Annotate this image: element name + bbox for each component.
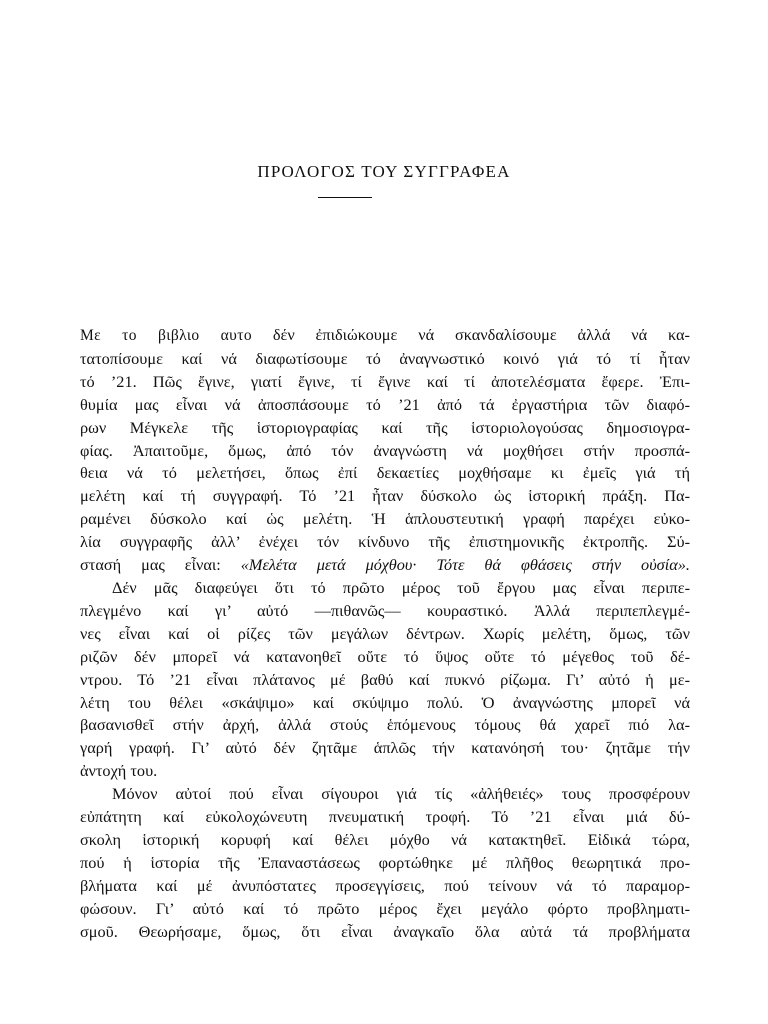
title-rule <box>318 197 372 198</box>
text-line: Δέν μᾶς διαφεύγει ὅτι τό πρῶτο μέρος τοῦ ἔργου μας εἶναι περιπε- <box>112 577 690 597</box>
lead-words: Με το βιβλιο αυτο <box>80 327 252 344</box>
text-line: νες εἶναι καί οἱ ρίζες τῶν μεγάλων δέντρων. Χωρίς μελέτη, ὅμως, τῶν <box>80 623 690 643</box>
paragraph-2 <box>80 577 690 783</box>
text-line: σμοῦ. Θεωρήσαμε, ὅμως, ὅτι εἶναι ἀναγκαῖο ὅλα αὐτά τά προβλήματα <box>80 921 690 941</box>
text-line: ἀντοχή του. <box>80 761 158 781</box>
text-line: θυμία μας εἶναι νά ἀποσπάσουμε τό ’21 ἀπό τά ἐργαστήρια τῶν διαφό- <box>80 394 690 414</box>
quote: «Μελέτα μετά μόχθου· Τότε θά φθάσεις στήν οὐσία». <box>240 555 690 575</box>
text-line: πλεγμένο καί γι’ αὐτό —πιθανῶς— κουραστικό. Ἀλλά περιπεπλεγμέ- <box>80 600 690 620</box>
text-line: φώσουν. Γι’ αὐτό καί τό πρῶτο μέρος ἔχει μεγάλο φόρτο προβληματι- <box>80 898 690 918</box>
text-line: ντρου. Τό ’21 εἶναι πλάτανος μέ βαθύ καί πυκνό ρίζωμα. Γι’ αὐτό ἡ με- <box>80 669 690 689</box>
paragraph-3 <box>80 783 690 943</box>
text-line: λέτη του θέλει «σκάψιμο» καί σκύψιμο πολύ. Ὁ ἀναγνώστης μπορεῖ νά <box>80 692 690 712</box>
text-line: στασή μας εἶναι: «Μελέτα μετά μόχθου· Τότε θά φθάσεις στήν οὐσία». <box>80 555 690 575</box>
text-line: λία συγγραφῆς ἀλλ’ ἐνέχει τόν κίνδυνο τῆς ἐπιστημονικῆς ἐκτροπῆς. Σύ- <box>80 532 690 552</box>
text-line: εὐπάτητη καί εὐκολοχώνευτη πνευματική τροφή. Τό ’21 εἶναι μιά δύ- <box>80 807 690 827</box>
text-line: σκολη ἱστορική κορυφή καί θέλει μόχθο νά κατακτηθεῖ. Εἰδικά τώρα, <box>80 829 690 849</box>
text-line: πού ἡ ἱστορία τῆς Ἐπαναστάσεως φορτώθηκε μέ πλῆθος θεωρητικά προ- <box>80 852 690 872</box>
chapter-title: ΠΡΟΛΟΓΟΣ ΤΟΥ ΣΥΓΓΡΑΦΕΑ <box>257 162 511 181</box>
text-line: ρων Μέγκελε τῆς ἱστοριογραφίας καί τῆς ἱστοριολογούσας δημοσιογρα- <box>80 417 690 437</box>
text-line: Με το βιβλιο αυτο δέν ἐπιδιώκουμε νά σκανδαλίσουμε ἀλλά νά κα- <box>80 325 690 344</box>
body-text <box>80 324 690 943</box>
text-line: βασανισθεῖ στήν ἀρχή, ἀλλά στούς ἑπόμενους τόμους θά χαρεῖ πιό λα- <box>80 715 690 735</box>
paragraph-1 <box>80 324 690 577</box>
text-line: θεια νά τό μελετήσει, ὅπως ἐπί δεκαετίες μοχθήσαμε κι ἐμεῖς γιά τή <box>80 463 690 483</box>
text-line: μελέτη καί τή συγγραφή. Τό ’21 ἦταν δύσκολο ὡς ἱστορική πράξη. Πα- <box>80 486 690 506</box>
text-line: γαρή γραφή. Γι’ αὐτό δέν ζητᾶμε ἁπλῶς τήν κατανόησή του· ζητᾶμε τήν <box>80 738 690 758</box>
text-line: Μόνον αὐτοί πού εἶναι σίγουροι γιά τίς «ἀλήθειές» τους προσφέρουν <box>112 784 690 804</box>
text-line: ριζῶν δέν μπορεῖ νά κατανοηθεῖ οὔτε τό ὕψος οὔτε τό μέγεθος τοῦ δέ- <box>80 646 690 666</box>
text-line: φίας. Ἀπαιτοῦμε, ὅμως, ἀπό τόν ἀναγνώστη νά μοχθήσει στήν προσπά- <box>80 440 690 460</box>
text-line: τό ’21. Πῶς ἔγινε, γιατί ἔγινε, τί ἔγινε καί τί ἀποτελέσματα ἔφερε. Ἐπι- <box>80 371 690 391</box>
text-line: ραμένει δύσκολο καί ὡς μελέτη. Ἡ ἁπλουστευτική γραφή παρέχει εὐκο- <box>80 509 690 529</box>
text-line: τατοπίσουμε καί νά διαφωτίσουμε τό ἀναγνωστικό κοινό γιά τό τί ἦταν <box>80 348 690 368</box>
text-line: βλήματα καί μέ ἀνυπόστατες προσεγγίσεις, πού τείνουν νά τό παραμορ- <box>80 875 690 895</box>
